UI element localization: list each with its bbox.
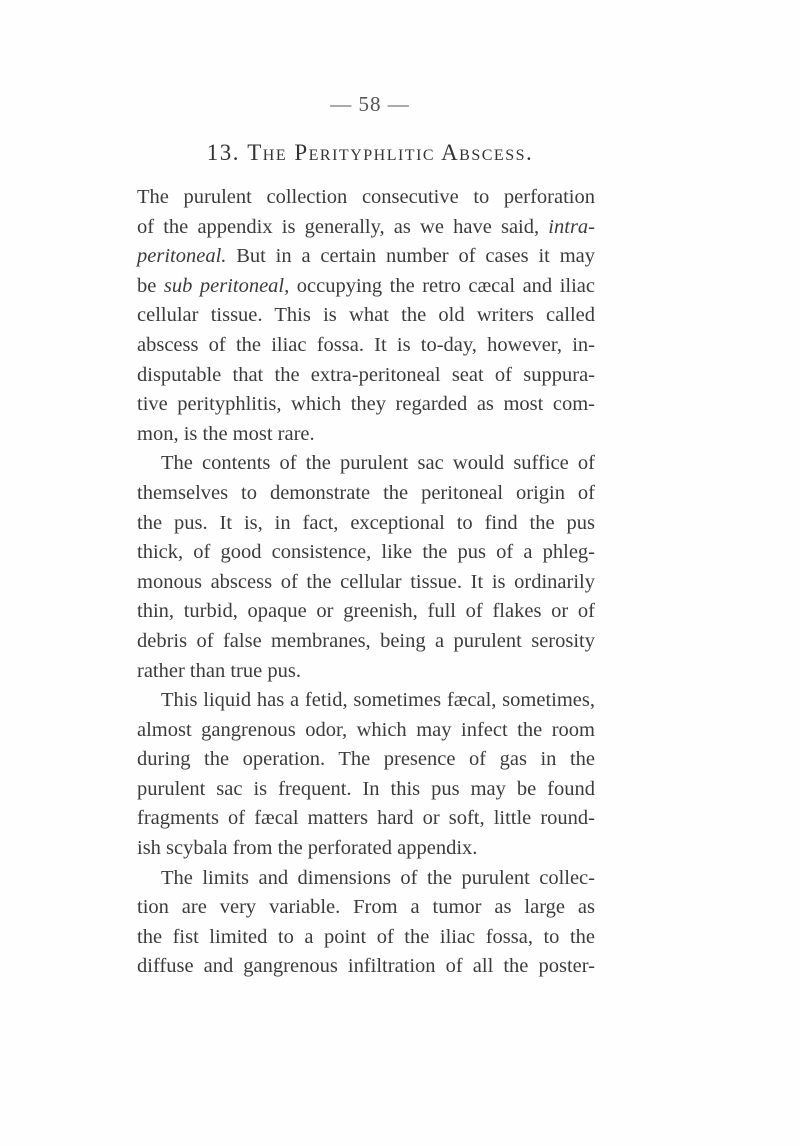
text-line: tion are very variable. From a tumor as large as xyxy=(137,896,595,919)
text-line: almost gangrenous odor, which may infect the room xyxy=(137,718,595,741)
text-line: rather than true pus. xyxy=(137,659,301,682)
section-number: 13. xyxy=(206,140,240,165)
body-text xyxy=(137,183,595,982)
text-line: debris of false membranes, being a purulent serosity xyxy=(137,629,595,652)
text-line: disputable that the extra-peritoneal seat of suppura- xyxy=(137,363,595,386)
text-line: the pus. It is, in fact, exceptional to find the pus xyxy=(137,511,595,534)
text-line: thin, turbid, opaque or greenish, full of flakes or of xyxy=(137,600,595,623)
text-line: peritoneal. But in a certain number of cases it may xyxy=(137,245,595,268)
text-line: diffuse and gangrenous infiltration of all the poster- xyxy=(137,955,595,978)
text-line: cellular tissue. This is what the old writers called xyxy=(137,304,595,327)
text-line: This liquid has a fetid, sometimes fæcal, sometimes, xyxy=(161,689,595,712)
text-line: The contents of the purulent sac would suffice of xyxy=(161,452,595,475)
text-line: fragments of fæcal matters hard or soft, little round- xyxy=(137,807,595,830)
section-heading xyxy=(0,140,740,166)
text-line: during the operation. The presence of gas in the xyxy=(137,748,595,771)
text-line: The limits and dimensions of the purulent collec- xyxy=(161,866,595,889)
text-line: mon, is the most rare. xyxy=(137,422,315,445)
text-line: purulent sac is frequent. In this pus may be found xyxy=(137,777,595,800)
text-line: The purulent collection consecutive to perforation xyxy=(137,186,595,208)
text-line: themselves to demonstrate the peritoneal origin of xyxy=(137,481,595,504)
page-number: — 58 — xyxy=(330,92,410,116)
text-line: abscess of the iliac fossa. It is to-day, however, in- xyxy=(137,333,595,356)
text-line: tive perityphlitis, which they regarded as most com- xyxy=(137,393,595,416)
text-line: thick, of good consistence, like the pus of a phleg- xyxy=(137,541,595,564)
section-title: The Perityphlitic Abscess. xyxy=(247,140,534,165)
text-line: the fist limited to a point of the iliac fossa, to the xyxy=(137,925,595,948)
text-line: of the appendix is generally, as we have said, intra- xyxy=(137,215,595,238)
text-line: be sub peritoneal, occupying the retro cæcal and iliac xyxy=(137,274,595,297)
text-line: monous abscess of the cellular tissue. It is ordinarily xyxy=(137,570,595,593)
text-line: ish scybala from the perforated appendix. xyxy=(137,837,478,860)
